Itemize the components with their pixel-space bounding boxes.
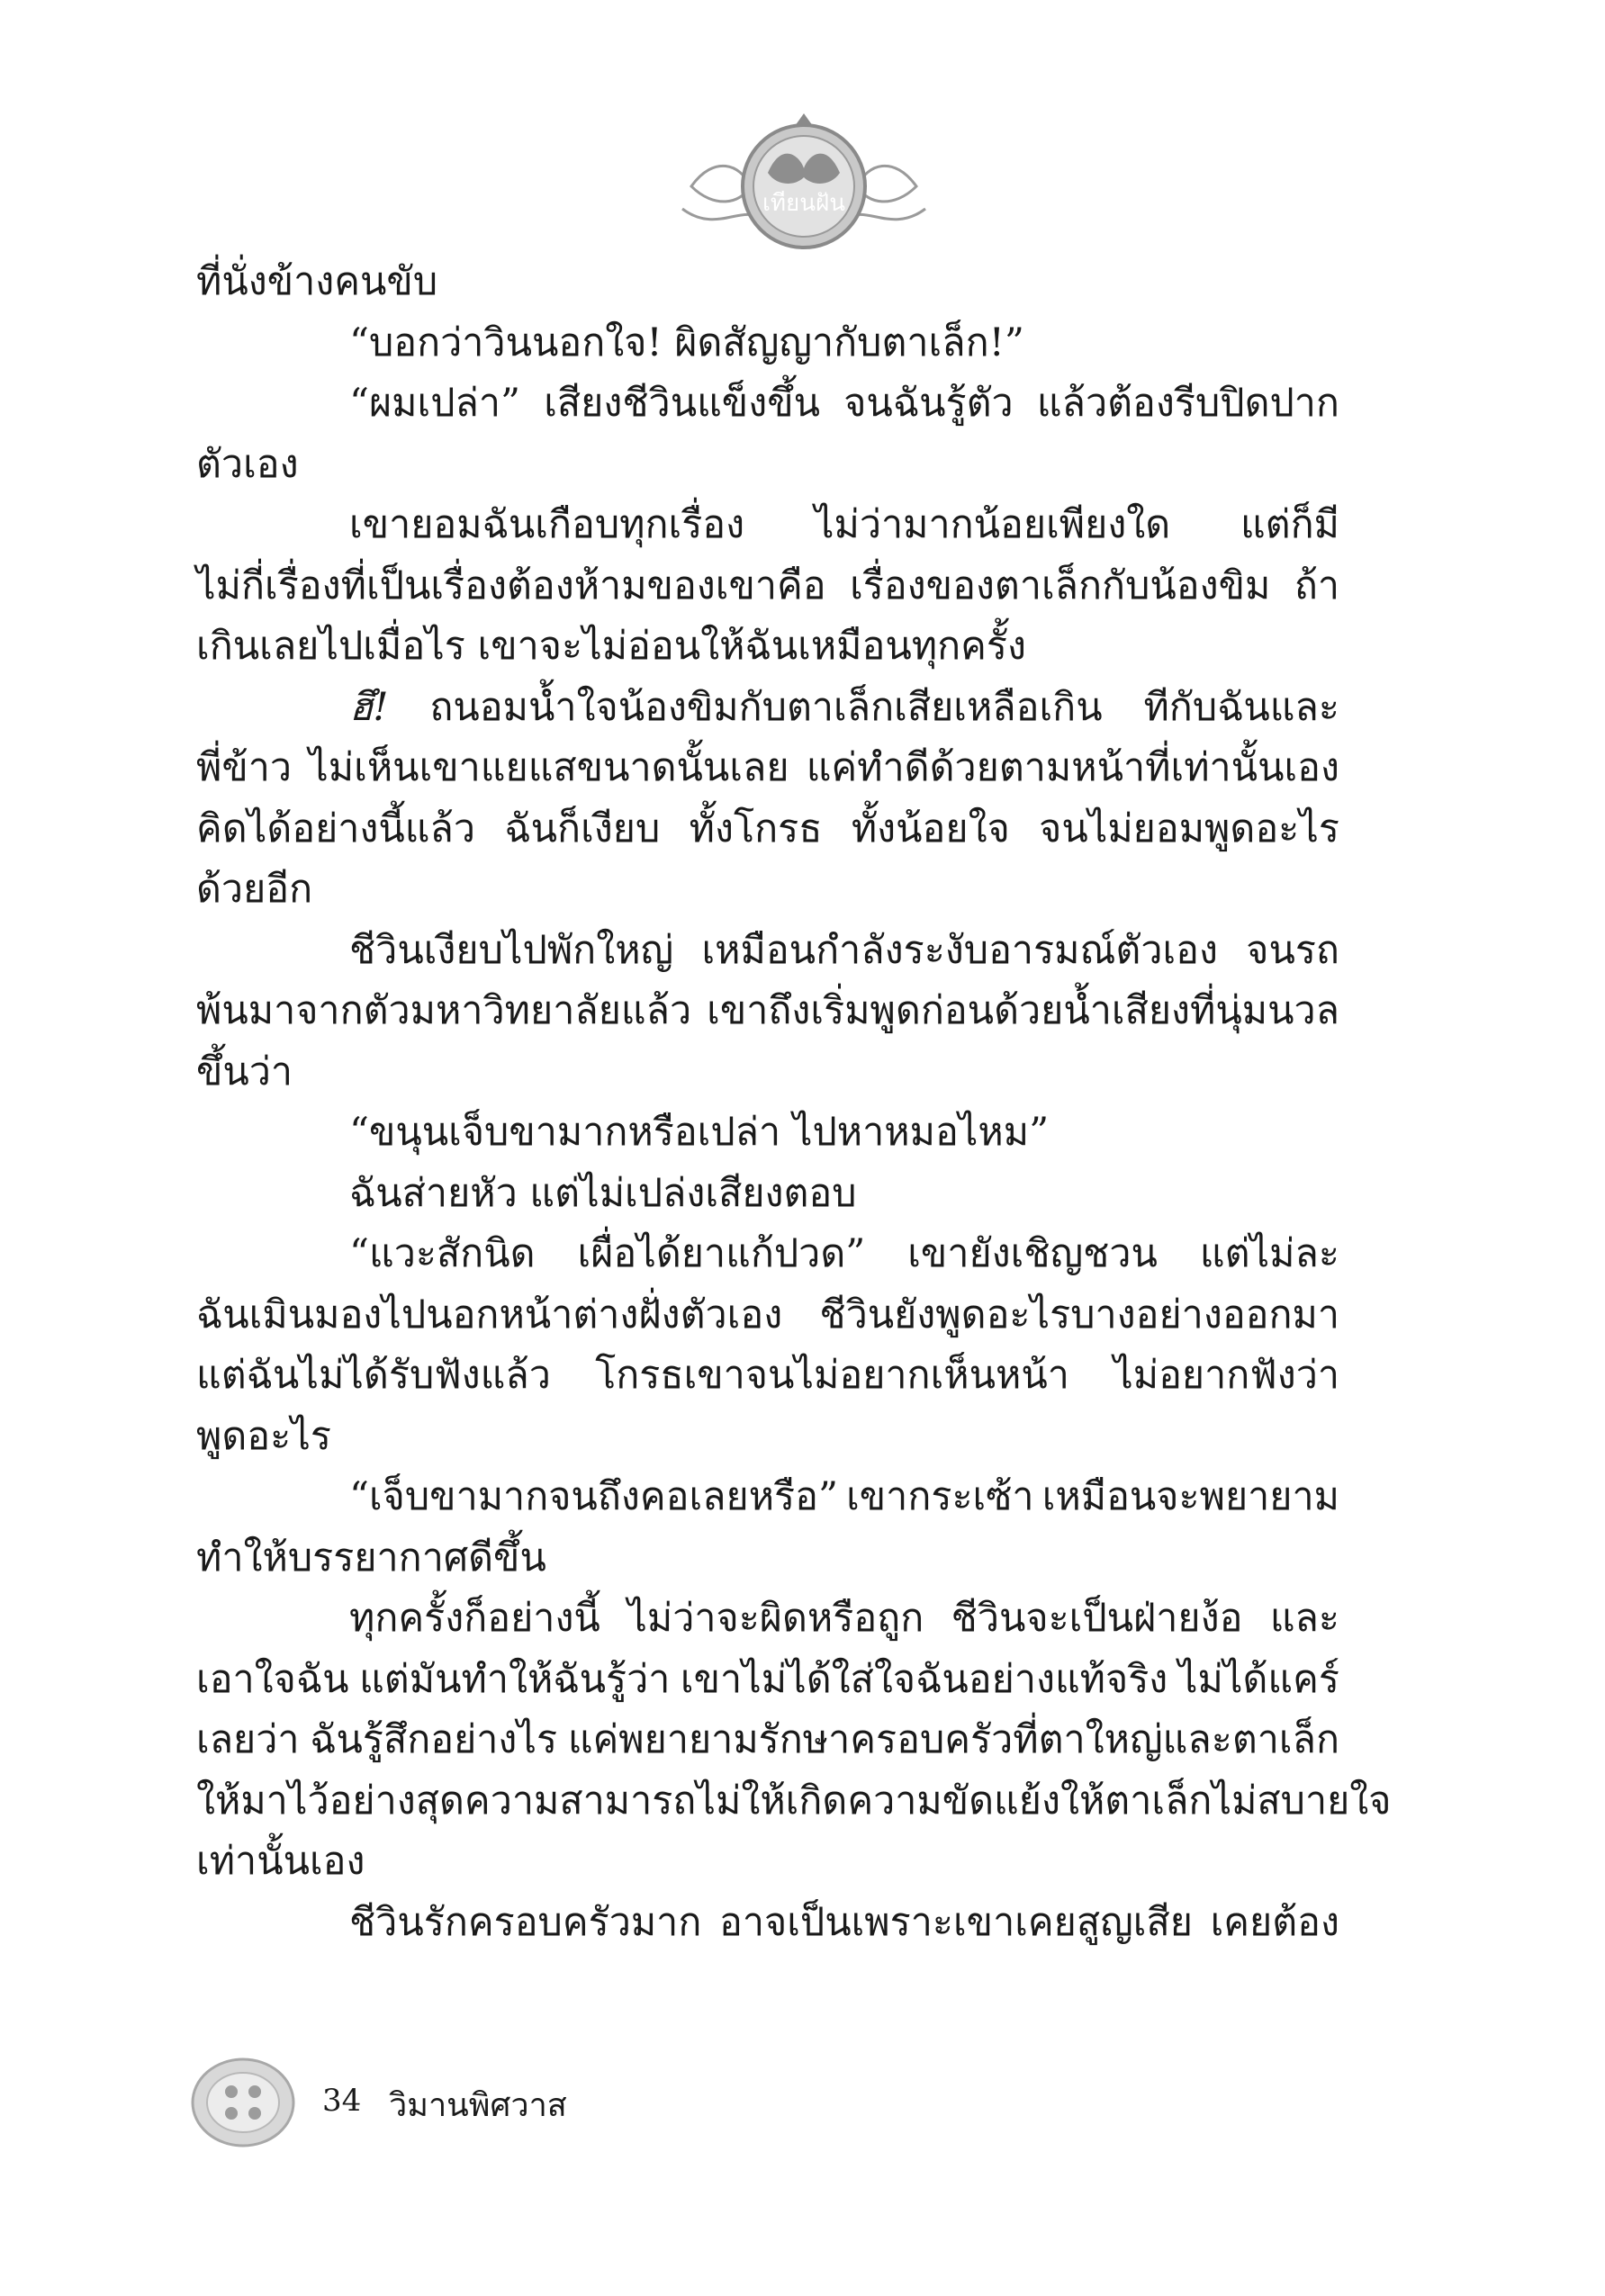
text-line: “ขนุนเจ็บขามากหรือเปล่า ไปหาหมอไหม” xyxy=(349,1110,1050,1155)
text-line xyxy=(196,1467,1339,1528)
text-line: ที่นั่งข้างคนขับ xyxy=(196,259,438,304)
text-word: ฉันก็เงียบ xyxy=(504,806,661,851)
text-word: ไม่ว่ามากน้อยเพียงใด xyxy=(814,502,1171,547)
text-word: แต่ก็มี xyxy=(1240,502,1339,547)
text-line xyxy=(196,556,1339,617)
text-line xyxy=(196,374,1339,435)
text-word: เลยว่า xyxy=(196,1717,300,1762)
text-line: ฉันส่ายหัว แต่ไม่เปล่งเสียงตอบ xyxy=(349,1170,857,1216)
text-word: เขายังเชิญชวน xyxy=(907,1231,1158,1276)
text-word: ไม่ให้เกิดความขัดแย้งให้ตาเล็กไม่สบายใจ xyxy=(696,1778,1392,1823)
text-word: แต่ไม่ละ xyxy=(1199,1231,1339,1276)
text-line xyxy=(196,738,1339,799)
text-word: “แวะสักนิด xyxy=(349,1231,536,1276)
text-line xyxy=(196,1285,1339,1346)
text-line xyxy=(196,981,1339,1042)
text-word: เขายอมฉันเกือบทุกเรื่อง xyxy=(349,502,745,547)
text-word: จนไม่ยอมพูดอะไร xyxy=(1039,806,1339,851)
text-word: แค่ทำดีด้วยตามหน้าที่เท่านั้นเอง xyxy=(806,745,1339,790)
text-line: พูดอะไร xyxy=(196,1413,331,1459)
text-word: ให้มาไว้อย่างสุดความสามารถ xyxy=(196,1778,697,1823)
text-word: ฉันเมินมองไปนอกหน้าต่างฝั่งตัวเอง xyxy=(196,1292,783,1337)
text-word: ถ้า xyxy=(1294,563,1339,608)
text-word: โกรธเขาจนไม่อยากเห็นหน้า xyxy=(595,1353,1069,1398)
text-line: ตัวเอง xyxy=(196,441,299,487)
text-line: “บอกว่าวินนอกใจ! ผิดสัญญากับตาเล็ก!” xyxy=(349,320,1024,365)
text-word: เรื่องของตาเล็กกับน้องขิม xyxy=(850,563,1271,608)
text-word: เขาไม่ได้ใส่ใจฉันอย่างแท้จริง xyxy=(680,1656,1168,1702)
page-footer xyxy=(189,2052,729,2151)
book-title: วิมานพิศวาส xyxy=(389,2087,567,2124)
text-line xyxy=(196,1893,1339,1954)
text-word: ชีวินยังพูดอะไรบางอย่างออกมา xyxy=(819,1292,1339,1337)
text-line: เท่านั้นเอง xyxy=(196,1839,365,1884)
text-word: ฉันรู้สึกอย่างไร xyxy=(310,1717,558,1762)
text-word: ชีวินรักครอบครัวมาก xyxy=(349,1899,702,1945)
text-word: ฮึ! xyxy=(349,684,389,730)
text-word: แล้วต้องรีบปิดปาก xyxy=(1036,381,1339,426)
body-text xyxy=(196,252,1392,1953)
text-line xyxy=(196,1710,1339,1771)
button-icon xyxy=(189,2052,297,2151)
text-word: เหมือนกำลังระงับอารมณ์ตัวเอง xyxy=(701,927,1218,973)
ornamental-crest-icon xyxy=(664,101,943,254)
text-line xyxy=(196,1650,1339,1711)
text-word: อาจเป็นเพราะเขาเคยสูญเสีย xyxy=(719,1899,1193,1945)
text-word: แค่พยายามรักษาครอบครัวที่ตาใหญ่และตาเล็ก xyxy=(567,1717,1339,1762)
text-word: ไม่ว่าจะผิดหรือถูก xyxy=(627,1596,924,1641)
text-line: เกินเลยไปเมื่อไร เขาจะไม่อ่อนให้ฉันเหมือนทุกครั้ง xyxy=(196,624,1026,669)
text-word: ชีวินเงียบไปพักใหญ่ xyxy=(349,927,674,973)
text-line xyxy=(196,799,1339,860)
text-line xyxy=(196,1224,1339,1285)
text-line xyxy=(196,1771,1392,1832)
page-number: 34 xyxy=(322,2083,362,2119)
text-word: ชีวินจะเป็นฝ่ายง้อ xyxy=(951,1596,1243,1641)
text-line xyxy=(196,1589,1339,1650)
text-word: เสียงชีวินแข็งขึ้น xyxy=(544,381,820,426)
text-word: ถนอมน้ำใจน้องขิมกับตาเล็กเสียเหลือเกิน xyxy=(429,684,1103,730)
text-word: แต่มันทำให้ฉันรู้ว่า xyxy=(359,1656,671,1702)
text-word: แต่ฉันไม่ได้รับฟังแล้ว xyxy=(196,1353,551,1398)
text-line xyxy=(196,495,1339,556)
text-word: จนรถ xyxy=(1246,927,1339,973)
text-line: ทำให้บรรยากาศดีขึ้น xyxy=(196,1535,546,1580)
text-word: พี่ข้าว xyxy=(196,745,293,790)
text-word: ทุกครั้งก็อย่างนี้ xyxy=(349,1596,600,1641)
text-word: เขากระเซ้า xyxy=(846,1474,1034,1519)
emblem-text: เทียนฝัน xyxy=(762,190,846,217)
text-word: คิดได้อย่างนี้แล้ว xyxy=(196,806,476,851)
text-word: เคยต้อง xyxy=(1210,1899,1339,1945)
text-word: ทีกับฉันและ xyxy=(1143,684,1339,730)
header-emblem xyxy=(664,101,943,254)
text-line: ขึ้นว่า xyxy=(196,1049,293,1094)
text-word: ทั้งโกรธ xyxy=(689,806,823,851)
text-word: เขาถึงเริ่มพูดก่อนด้วยน้ำเสียงที่นุ่มนวล xyxy=(707,988,1339,1033)
text-word: ไม่เห็นเขาแยแสขนาดนั้นเลย xyxy=(309,745,789,790)
text-word: ไม่ได้แคร์ xyxy=(1177,1656,1339,1702)
text-line xyxy=(196,921,1339,982)
text-word: เอาใจฉัน xyxy=(196,1656,349,1702)
text-word: “ผมเปล่า” xyxy=(349,381,520,426)
text-line: ด้วยอีก xyxy=(196,867,313,912)
text-word: เผื่อได้ยาแก้ปวด” xyxy=(577,1231,866,1276)
text-line xyxy=(196,678,1339,739)
text-word: พ้นมาจากตัวมหาวิทยาลัยแล้ว xyxy=(196,988,692,1033)
text-word: ไม่อยากฟังว่า xyxy=(1114,1353,1339,1398)
text-word: ทั้งน้อยใจ xyxy=(851,806,1010,851)
text-word: “เจ็บขามากจนถึงคอเลยหรือ” xyxy=(349,1474,838,1519)
text-word: ไม่กี่เรื่องที่เป็นเรื่องต้องห้ามของเขาคือ xyxy=(196,563,826,608)
text-word: และ xyxy=(1269,1596,1339,1641)
text-line xyxy=(196,1346,1339,1407)
text-word: เหมือนจะพยายาม xyxy=(1041,1474,1339,1519)
text-word: จนฉันรู้ตัว xyxy=(843,381,1014,426)
